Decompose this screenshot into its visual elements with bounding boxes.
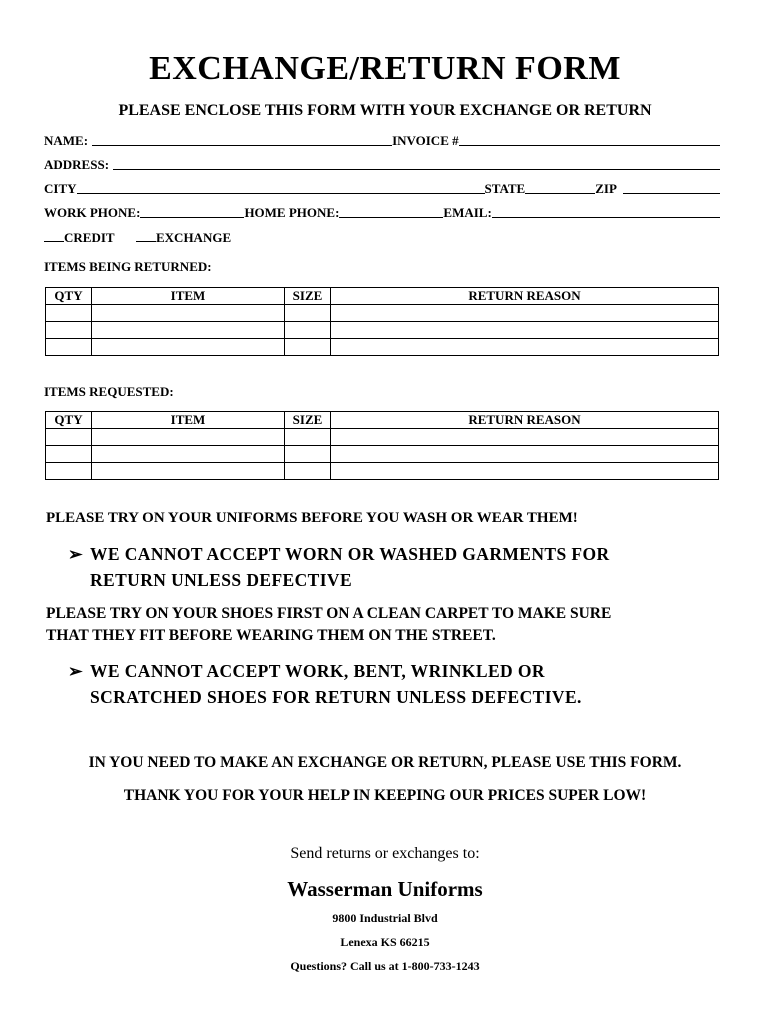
size-cell[interactable]: [285, 322, 331, 339]
arrow-bullet-icon: ➢: [68, 661, 84, 681]
qty-cell[interactable]: [46, 305, 92, 322]
header-item: ITEM: [92, 412, 285, 429]
table-row: [46, 339, 719, 356]
city-field[interactable]: [77, 193, 485, 194]
table-row: [46, 322, 719, 339]
qty-cell[interactable]: [46, 463, 92, 480]
credit-checkbox-line[interactable]: [44, 231, 64, 242]
state-label: STATE: [484, 181, 526, 196]
size-cell[interactable]: [285, 305, 331, 322]
shoes-notice: [46, 603, 726, 647]
item-cell[interactable]: [92, 322, 285, 339]
table-row: [46, 463, 719, 480]
qty-cell[interactable]: [46, 339, 92, 356]
company-name: Wasserman Uniforms: [287, 877, 483, 901]
email-label: EMAIL:: [443, 205, 492, 220]
header-size: SIZE: [285, 288, 331, 305]
header-qty: QTY: [46, 412, 92, 429]
credit-option[interactable]: [44, 230, 115, 246]
shoes-bullet: [68, 658, 708, 710]
reason-cell[interactable]: [331, 305, 719, 322]
street-address: 9800 Industrial Blvd: [332, 911, 438, 925]
name-invoice-row: [44, 131, 720, 149]
address-field[interactable]: [113, 169, 720, 170]
shoes-bullet-line1: WE CANNOT ACCEPT WORK, BENT, WRINKLED OR: [90, 661, 545, 681]
reason-cell[interactable]: [331, 339, 719, 356]
header-item: ITEM: [92, 288, 285, 305]
shoes-bullet-line2: SCRATCHED SHOES FOR RETURN UNLESS DEFECTIVE.: [90, 687, 582, 707]
size-cell[interactable]: [285, 463, 331, 480]
phone-line: Questions? Call us at 1-800-733-1243: [290, 959, 480, 973]
phone-email-row: [44, 203, 720, 221]
state-field[interactable]: [525, 193, 595, 194]
closing-line1: IN YOU NEED TO MAKE AN EXCHANGE OR RETURN, PLEASE USE THIS FORM.: [88, 754, 682, 771]
item-cell[interactable]: [92, 429, 285, 446]
home-phone-field[interactable]: [339, 217, 443, 218]
city-state-zip-row: [44, 179, 720, 197]
item-cell[interactable]: [92, 339, 285, 356]
qty-cell[interactable]: [46, 429, 92, 446]
garments-bullet: [68, 541, 708, 593]
items-requested-label: ITEMS REQUESTED:: [44, 384, 174, 399]
size-cell[interactable]: [285, 446, 331, 463]
items-returned-table: [45, 287, 719, 356]
table-header-row: [46, 288, 719, 305]
credit-label: CREDIT: [64, 230, 115, 245]
name-label: NAME:: [44, 133, 89, 148]
header-size: SIZE: [285, 412, 331, 429]
name-field[interactable]: [92, 145, 392, 146]
header-return-reason: RETURN REASON: [331, 288, 719, 305]
home-phone-label: HOME PHONE:: [244, 205, 340, 220]
work-phone-field[interactable]: [140, 217, 244, 218]
table-row: [46, 429, 719, 446]
shoes-notice-line2: THAT THEY FIT BEFORE WEARING THEM ON THE STREET.: [46, 627, 496, 644]
city-state-zip: Lenexa KS 66215: [340, 935, 430, 949]
qty-cell[interactable]: [46, 446, 92, 463]
item-cell[interactable]: [92, 463, 285, 480]
uniforms-notice: PLEASE TRY ON YOUR UNIFORMS BEFORE YOU WASH OR WEAR THEM!: [46, 510, 578, 526]
invoice-field[interactable]: [459, 145, 720, 146]
garments-bullet-line1: WE CANNOT ACCEPT WORN OR WASHED GARMENTS FOR: [90, 544, 610, 564]
exchange-label: EXCHANGE: [156, 230, 232, 245]
reason-cell[interactable]: [331, 446, 719, 463]
items-requested-table: [45, 411, 719, 480]
form-subtitle: PLEASE ENCLOSE THIS FORM WITH YOUR EXCHANGE OR RETURN: [118, 102, 652, 119]
shoes-notice-line1: PLEASE TRY ON YOUR SHOES FIRST ON A CLEAN CARPET TO MAKE SURE: [46, 605, 612, 622]
table-row: [46, 305, 719, 322]
address-label: ADDRESS:: [44, 157, 110, 172]
size-cell[interactable]: [285, 429, 331, 446]
work-phone-label: WORK PHONE:: [44, 205, 141, 220]
item-cell[interactable]: [92, 446, 285, 463]
table-header-row: [46, 412, 719, 429]
form-title: EXCHANGE/RETURN FORM: [149, 50, 621, 87]
header-return-reason: RETURN REASON: [331, 412, 719, 429]
reason-cell[interactable]: [331, 322, 719, 339]
address-row: [44, 155, 720, 173]
reason-cell[interactable]: [331, 463, 719, 480]
arrow-bullet-icon: ➢: [68, 544, 84, 564]
item-cell[interactable]: [92, 305, 285, 322]
garments-bullet-line2: RETURN UNLESS DEFECTIVE: [90, 570, 353, 590]
zip-label: ZIP: [595, 181, 617, 196]
reason-cell[interactable]: [331, 429, 719, 446]
city-label: CITY: [44, 181, 77, 196]
exchange-option[interactable]: [136, 230, 231, 246]
closing-line2: THANK YOU FOR YOUR HELP IN KEEPING OUR PRICES SUPER LOW!: [123, 787, 647, 804]
header-qty: QTY: [46, 288, 92, 305]
qty-cell[interactable]: [46, 322, 92, 339]
invoice-label: INVOICE #: [392, 133, 459, 148]
items-returned-label: ITEMS BEING RETURNED:: [44, 259, 212, 274]
send-to-label: Send returns or exchanges to:: [290, 845, 480, 862]
exchange-checkbox-line[interactable]: [136, 231, 156, 242]
table-row: [46, 446, 719, 463]
zip-field[interactable]: [623, 193, 720, 194]
email-field[interactable]: [492, 217, 720, 218]
size-cell[interactable]: [285, 339, 331, 356]
